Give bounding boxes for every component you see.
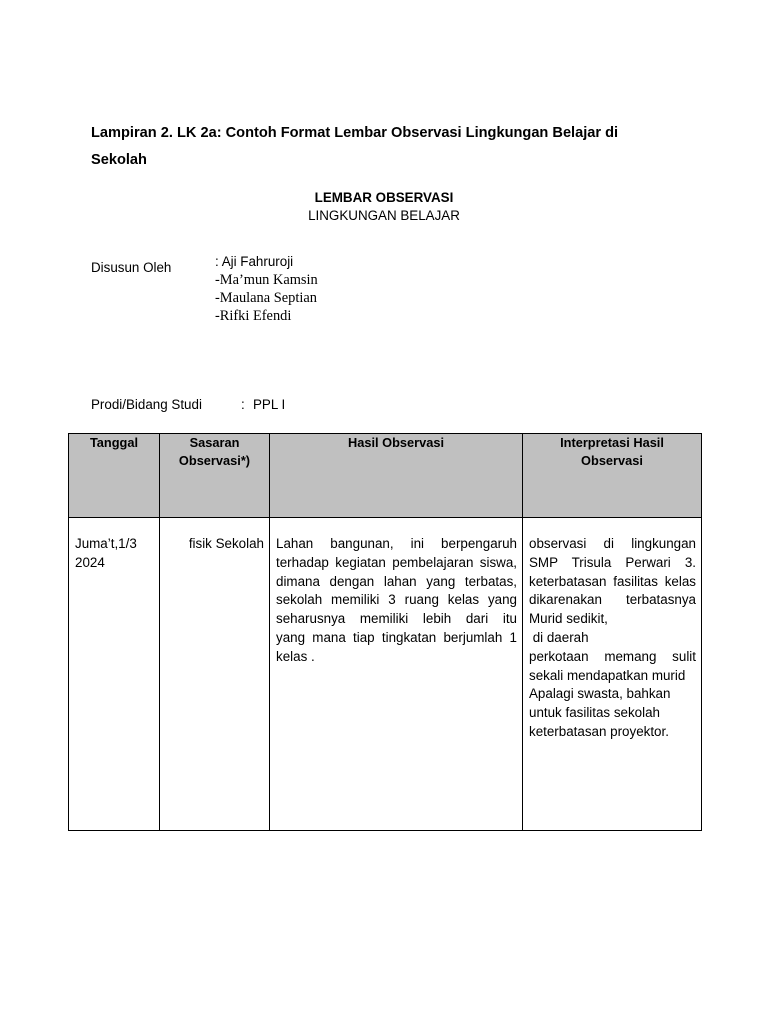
prodi-label: Prodi/Bidang Studi — [91, 397, 202, 412]
table-header-row — [69, 434, 702, 518]
heading-line-2: Sekolah — [91, 152, 147, 168]
author-name: -Rifki Efendi — [215, 308, 292, 324]
cell-sasaran: fisik Sekolah — [160, 518, 270, 831]
header-tanggal: Tanggal — [69, 434, 160, 518]
header-sasaran: Sasaran Observasi*) — [160, 434, 270, 518]
disusun-oleh-label: Disusun Oleh — [91, 260, 172, 275]
observation-table — [68, 433, 702, 831]
author-name: -Maulana Septian — [215, 290, 317, 306]
document-heading — [91, 120, 671, 174]
author-name: -Ma’mun Kamsin — [215, 272, 318, 288]
cell-tanggal: Juma’t,1/3 2024 — [69, 518, 160, 831]
header-hasil-observasi: Hasil Observasi — [270, 434, 523, 518]
cell-hasil-observasi: Lahan bangunan, ini berpengaruh terhadap kegiatan pembelajaran siswa, dimana dengan lahan yang terbatas, sekolah memiliki 3 ruang kelas yang seharusnya memiliki lebih dari itu yang mana tiap tingkatan berjumlah 1 kelas . — [270, 518, 523, 831]
heading-line-1: Lampiran 2. LK 2a: Contoh Format Lembar Observasi Lingkungan Belajar di — [91, 125, 619, 141]
document-title: LEMBAR OBSERVASI — [314, 190, 454, 205]
author-name: : Aji Fahruroji — [215, 254, 294, 269]
cell-interpretasi: observasi di lingkungan SMP Trisula Perwari 3. keterbatasan fasilitas kelas dikarenakan terbatasnya Murid sedikit, di daerah perkotaan memang sulit sekali mendapatkan murid Apalagi swasta, bahkan untuk fasilitas sekolah keterbatasan proyektor. — [523, 518, 702, 831]
author-list — [215, 253, 318, 325]
document-subtitle: LINGKUNGAN BELAJAR — [308, 208, 460, 223]
prodi-value: PPL I — [253, 397, 286, 412]
table-row — [69, 518, 702, 831]
prodi-separator: : — [241, 397, 245, 412]
header-interpretasi: Interpretasi Hasil Observasi — [523, 434, 702, 518]
